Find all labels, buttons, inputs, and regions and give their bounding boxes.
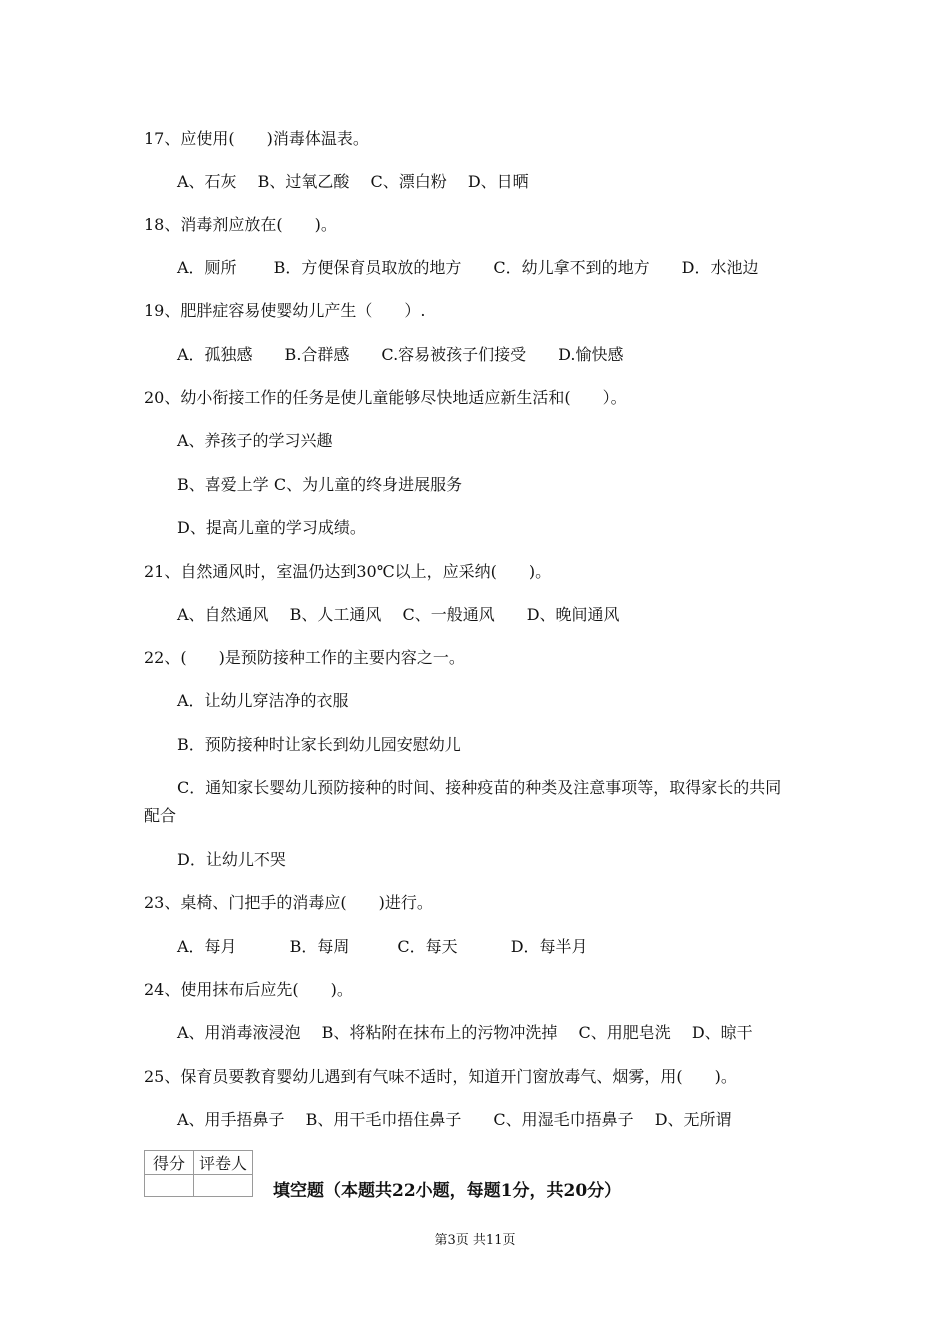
question-text: 18、消毒剂应放在( )。 <box>144 215 337 234</box>
question-text: 19、肥胖症容易使婴幼儿产生（ ）. <box>144 301 426 320</box>
option-text: A．厕所 B．方便保育员取放的地方 C．幼儿拿不到的地方 D．水池边 <box>177 258 759 277</box>
option-text: A、自然通风 B、人工通风 C、一般通风 D、晚间通风 <box>177 605 620 624</box>
option-text: A、石灰 B、过氧乙酸 C、漂白粉 D、日晒 <box>177 172 529 191</box>
option-text: B．预防接种时让家长到幼儿园安慰幼儿 <box>177 735 461 754</box>
grader-label: 评卷人 <box>194 1151 253 1175</box>
question-text: 22、( )是预防接种工作的主要内容之一。 <box>144 648 465 667</box>
section-title: 填空题（本题共22小题，每题1分，共20分） <box>273 1181 622 1201</box>
score-label: 得分 <box>145 1151 194 1175</box>
question-text: 17、应使用( )消毒体温表。 <box>144 129 369 148</box>
option-text: D．让幼儿不哭 <box>177 850 286 869</box>
page-footer: 第3页 共11页 <box>434 1233 516 1248</box>
question-text: 21、自然通风时，室温仍达到30℃以上，应采纳( )。 <box>144 562 552 581</box>
option-text: 配合 <box>144 806 177 825</box>
grader-cell <box>194 1175 253 1197</box>
question-text: 24、使用抹布后应先( )。 <box>144 980 353 999</box>
option-text: A、养孩子的学习兴趣 <box>177 431 333 450</box>
option-text: D、提高儿童的学习成绩。 <box>177 518 366 537</box>
score-cell <box>145 1175 194 1197</box>
option-text: A、用消毒液浸泡 B、将粘附在抹布上的污物冲洗掉 C、用肥皂洗 D、晾干 <box>177 1023 753 1042</box>
question-text: 25、保育员要教育婴幼儿遇到有气味不适时，知道开门窗放毒气、烟雾，用( )。 <box>144 1067 737 1086</box>
question-text: 23、桌椅、门把手的消毒应( )进行。 <box>144 893 433 912</box>
option-text: C．通知家长婴幼儿预防接种的时间、接种疫苗的种类及注意事项等，取得家长的共同 <box>177 778 782 797</box>
option-text: A．每月 B．每周 C．每天 D．每半月 <box>177 937 588 956</box>
question-text: 20、幼小衔接工作的任务是使儿童能够尽快地适应新生活和( ）。 <box>144 388 627 407</box>
option-text: A．孤独感 B.合群感 C.容易被孩子们接受 D.愉快感 <box>177 345 624 364</box>
option-text: A．让幼儿穿洁净的衣服 <box>177 691 349 710</box>
option-text: A、用手捂鼻子 B、用干毛巾捂住鼻子 C、用湿毛巾捂鼻子 D、无所谓 <box>177 1110 732 1129</box>
option-text: B、喜爱上学 C、为儿童的终身进展服务 <box>177 475 463 494</box>
score-table <box>144 1150 253 1197</box>
